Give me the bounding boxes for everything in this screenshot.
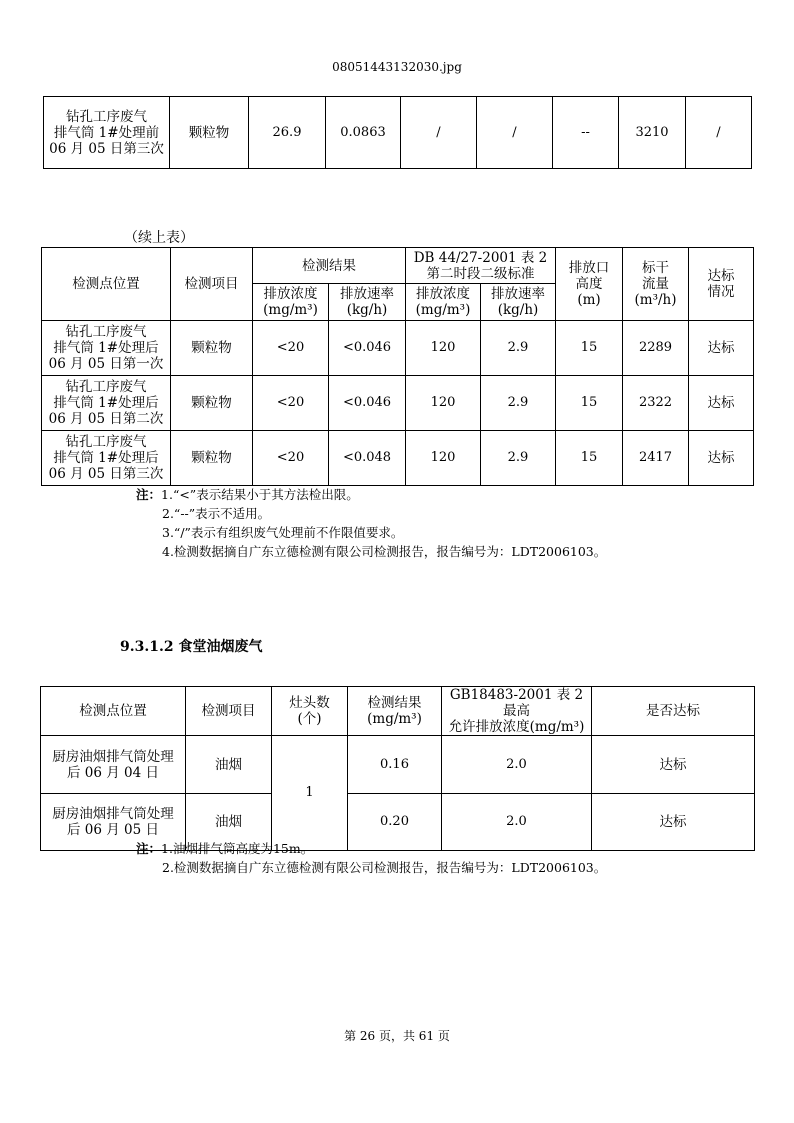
header-conc (253, 284, 329, 321)
location-line: 排气筒 1#处理前 (53, 124, 160, 141)
notes-block (136, 485, 776, 561)
header-result-line: (mg/m³) (367, 711, 422, 727)
flow-cell: 2322 (623, 376, 689, 431)
page-footer: 第 26 页，共 61 页 (344, 1029, 450, 1043)
status-cell: 达标 (689, 431, 754, 486)
std-rate-cell: 2.9 (481, 431, 556, 486)
header-height-line: (m) (577, 292, 601, 308)
section-heading: 9.3.1.2 食堂油烟废气 (120, 639, 263, 655)
header-item: 检测项目 (171, 248, 253, 321)
note-line: 2.检测数据摘自广东立德检测有限公司检测报告，报告编号为：LDT2006103。 (162, 860, 607, 875)
standard-cell: 2.0 (442, 794, 592, 851)
item-cell: 颗粒物 (171, 321, 253, 376)
continued-label: （续上表） (124, 230, 194, 246)
note-line: 3.“/”表示有组织废气处理前不作限值要求。 (162, 525, 404, 540)
location-cell (41, 736, 186, 794)
header-status (689, 248, 754, 321)
header-location: 检测点位置 (41, 687, 186, 736)
note-line: 2.“--”表示不适用。 (162, 506, 271, 521)
header-conc-line: 排放浓度 (263, 286, 318, 302)
header-rate-line: 排放速率 (340, 286, 394, 302)
location-line: 钻孔工序废气 (65, 379, 147, 395)
rate-cell: 0.0863 (326, 97, 401, 169)
header-standard-line: 第二时段二级标准 (426, 265, 535, 282)
table-main (41, 247, 754, 486)
header-status-line: 达标 (707, 268, 735, 284)
header-status: 是否达标 (592, 687, 755, 736)
header-standard (406, 248, 556, 284)
status-cell: 达标 (689, 376, 754, 431)
header-std-conc (406, 284, 481, 321)
table-row (44, 97, 752, 169)
location-line: 排气筒 1#处理后 (53, 340, 159, 356)
header-row (41, 687, 755, 736)
notes-label: 注： (136, 487, 162, 502)
location-line: 厨房油烟排气筒处理 (52, 806, 174, 822)
header-standard-line: 允许排放浓度(mg/m³) (448, 719, 585, 735)
rate-cell: <0.048 (329, 431, 406, 486)
note-line (136, 485, 776, 504)
header-stoves (272, 687, 348, 736)
std-conc-cell: / (401, 97, 477, 169)
location-line: 06 月 05 日第三次 (49, 140, 164, 157)
image-filename: 08051443132030.jpg (332, 60, 462, 74)
header-location: 检测点位置 (42, 248, 171, 321)
header-row (42, 248, 754, 284)
location-line: 钻孔工序废气 (66, 108, 147, 125)
note-line (136, 839, 776, 858)
conc-cell: <20 (253, 376, 329, 431)
header-std-conc-line: 排放浓度 (416, 286, 470, 302)
header-std-conc-line: (mg/m³) (415, 302, 471, 318)
table-row (42, 376, 754, 431)
item-cell: 油烟 (186, 794, 272, 851)
std-conc-cell: 120 (406, 431, 481, 486)
table-oil-fume (40, 686, 755, 851)
table-row (41, 736, 755, 794)
location-line: 后 06 月 05 日 (66, 822, 160, 838)
header-result (348, 687, 442, 736)
std-rate-cell: 2.9 (481, 321, 556, 376)
location-line: 钻孔工序废气 (65, 434, 147, 450)
note-text: 1.油烟排气筒高度为15m。 (161, 841, 314, 856)
height-cell: -- (553, 97, 619, 169)
result-cell: 0.20 (348, 794, 442, 851)
table-top-fragment (43, 96, 752, 169)
item-cell: 颗粒物 (170, 97, 249, 169)
std-rate-cell: 2.9 (481, 376, 556, 431)
header-rate-line: (kg/h) (346, 302, 388, 318)
note-text: 1.“<”表示结果小于其方法检出限。 (161, 487, 359, 502)
location-line: 排气筒 1#处理后 (53, 395, 159, 411)
table-row (42, 321, 754, 376)
stoves-cell: 1 (272, 736, 348, 851)
location-line: 后 06 月 04 日 (66, 764, 160, 781)
header-flow-line: 标干 (642, 260, 669, 276)
header-item: 检测项目 (186, 687, 272, 736)
location-cell (42, 376, 171, 431)
header-std-rate-line: (kg/h) (497, 302, 539, 318)
header-stoves-line: 灶头数 (289, 695, 330, 711)
header-result-line: 检测结果 (367, 695, 422, 711)
header-standard-line: GB18483-2001 表 2 最高 (449, 687, 584, 719)
item-cell: 颗粒物 (171, 376, 253, 431)
note-line: 4.检测数据摘自广东立德检测有限公司检测报告，报告编号为：LDT2006103。 (162, 544, 607, 559)
header-height-line: 高度 (575, 276, 603, 292)
flow-cell: 2289 (623, 321, 689, 376)
height-cell: 15 (556, 321, 623, 376)
location-cell (42, 321, 171, 376)
header-result: 检测结果 (253, 248, 406, 284)
header-standard-line: DB 44/27-2001 表 2 (413, 249, 548, 266)
standard-cell: 2.0 (442, 736, 592, 794)
location-line: 06 月 05 日第三次 (48, 466, 164, 482)
conc-cell: 26.9 (249, 97, 326, 169)
location-cell (44, 97, 170, 169)
header-height-line: 排放口 (568, 260, 610, 276)
header-flow (623, 248, 689, 321)
flow-cell: 3210 (619, 97, 686, 169)
header-std-rate (481, 284, 556, 321)
location-line: 06 月 05 日第二次 (48, 411, 164, 427)
result-cell: 0.16 (348, 736, 442, 794)
status-cell: 达标 (689, 321, 754, 376)
location-line: 厨房油烟排气筒处理 (52, 748, 174, 765)
header-height (556, 248, 623, 321)
header-conc-line: (mg/m³) (263, 302, 318, 318)
header-rate (329, 284, 406, 321)
header-status-line: 情况 (707, 284, 735, 300)
std-conc-cell: 120 (406, 321, 481, 376)
height-cell: 15 (556, 376, 623, 431)
status-cell: 达标 (592, 736, 755, 794)
conc-cell: <20 (253, 321, 329, 376)
height-cell: 15 (556, 431, 623, 486)
table-row (42, 431, 754, 486)
location-line: 钻孔工序废气 (65, 324, 147, 340)
conc-cell: <20 (253, 431, 329, 486)
std-rate-cell: / (477, 97, 553, 169)
header-flow-line: (m³/h) (634, 292, 677, 308)
notes-block (136, 839, 776, 877)
header-flow-line: 流量 (642, 276, 669, 292)
rate-cell: <0.046 (329, 376, 406, 431)
status-cell: / (686, 97, 752, 169)
location-cell (42, 431, 171, 486)
header-standard (442, 687, 592, 736)
location-line: 排气筒 1#处理后 (53, 450, 159, 466)
flow-cell: 2417 (623, 431, 689, 486)
item-cell: 颗粒物 (171, 431, 253, 486)
status-cell: 达标 (592, 794, 755, 851)
item-cell: 油烟 (186, 736, 272, 794)
location-line: 06 月 05 日第一次 (48, 356, 164, 372)
header-std-rate-line: 排放速率 (491, 286, 545, 302)
header-stoves-line: (个) (297, 711, 322, 727)
notes-label: 注： (136, 841, 162, 856)
std-conc-cell: 120 (406, 376, 481, 431)
rate-cell: <0.046 (329, 321, 406, 376)
